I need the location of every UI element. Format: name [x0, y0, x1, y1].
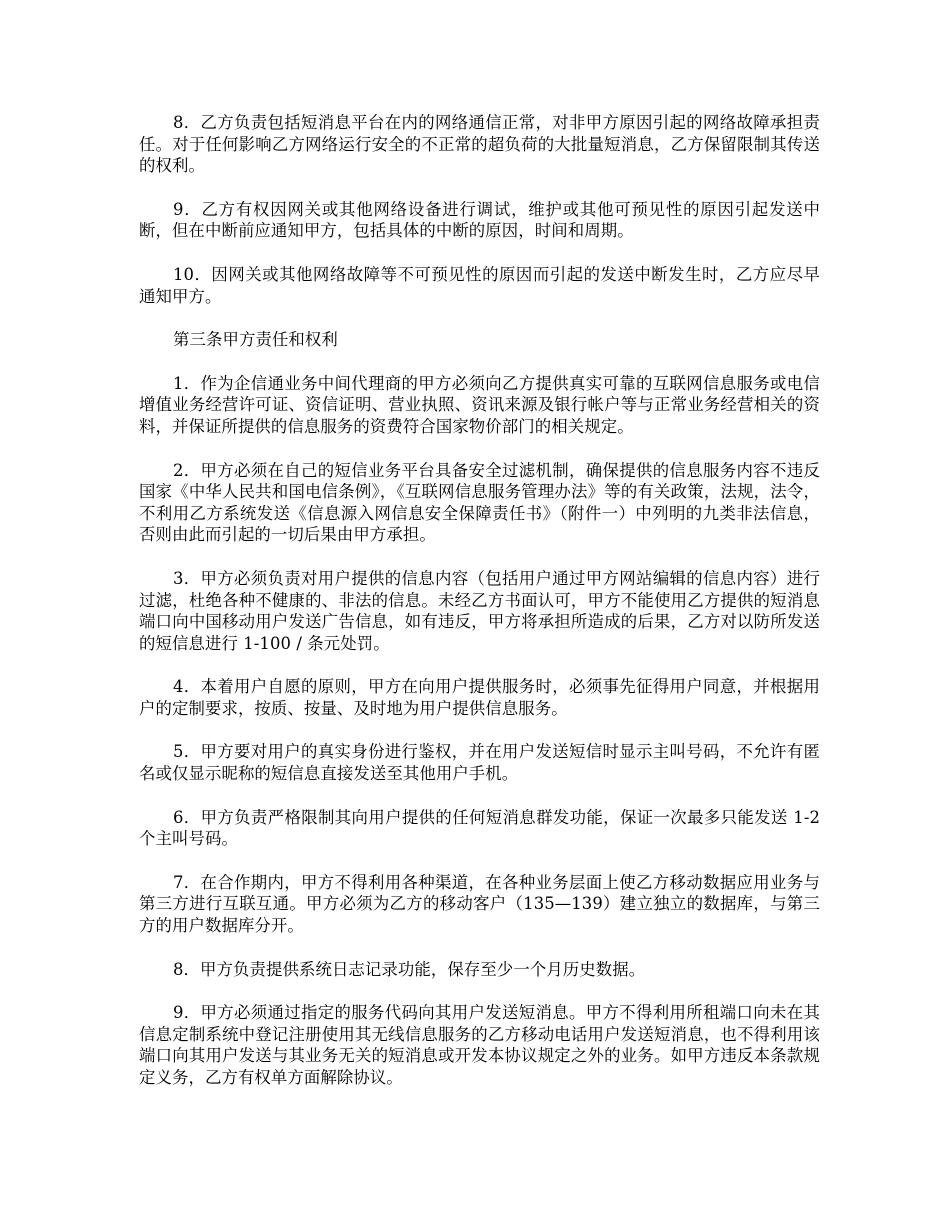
clause-paragraph: 4．本着用户自愿的原则，甲方在向用户提供服务时，必须事先征得用户同意，并根据用户的定制要求，按质、按量、及时地为用户提供信息服务。	[139, 677, 820, 718]
clause-paragraph: 5．甲方要对用户的真实身份进行鉴权，并在用户发送短信时显示主叫号码，不允许有匿名或仅显示昵称的短信息直接发送至其他用户手机。	[139, 742, 820, 784]
clause-paragraph: 9．甲方必须通过指定的服务代码向其用户发送短消息。甲方不得利用所租端口向未在其信息定制系统中登记注册使用其无线信息服务的乙方移动电话用户发送短消息，也不得利用该端口向其用户发送与其业务无关的短消息或开发本协议规定之外的业务。如甲方违反本条款规定义务，乙方有权单方面解除协议。	[139, 1003, 820, 1087]
clause-paragraph: 6．甲方负责严格限制其向用户提供的任何短消息群发功能，保证一次最多只能发送 1-2 个主叫号码。	[139, 807, 820, 849]
clause-paragraph: 2．甲方必须在自己的短信业务平台具备安全过滤机制，确保提供的信息服务内容不违反国家《中华人民共和国电信条例》，《互联网信息服务管理办法》等的有关政策，法规，法令，不利用乙方系统发送《信息源入网信息安全保障责任书》（附件一）中列明的九类非法信息，否则由此而引起的一切后果由甲方承担。	[139, 460, 820, 545]
clause-paragraph: 1．作为企信通业务中间代理商的甲方必须向乙方提供真实可靠的互联网信息服务或电信增值业务经营许可证、资信证明、营业执照、资讯来源及银行帐户等与正常业务经营相关的资料，并保证所提供的信息服务的资费符合国家物价部门的相关规定。	[139, 373, 820, 436]
clause-paragraph: 7．在合作期内，甲方不得利用各种渠道，在各种业务层面上使乙方移动数据应用业务与第三方进行互联互通。甲方必须为乙方的移动客户（135—139）建立独立的数据库，与第三方的用户数据库分开。	[139, 872, 820, 936]
clause-paragraph: 8．甲方负责提供系统日志记录功能，保存至少一个月历史数据。	[173, 959, 646, 979]
clause-paragraph: 3．甲方必须负责对用户提供的信息内容（包括用户通过甲方网站编辑的信息内容）进行过滤，杜绝各种不健康的、非法的信息。未经乙方书面认可，甲方不能使用乙方提供的短消息端口向中国移动用户发送广告信息，如有违反，甲方将承担所造成的后果，乙方对以防所发送的短信息进行 1-100 / 条元处罚。	[139, 568, 820, 653]
clause-paragraph: 9．乙方有权因网关或其他网络设备进行调试，维护或其他可预见性的原因引起发送中断，但在中断前应通知甲方，包括具体的中断的原因，时间和周期。	[139, 199, 820, 241]
clause-paragraph: 10．因网关或其他网络故障等不可预见性的原因而引起的发送中断发生时，乙方应尽早通知甲方。	[139, 264, 820, 306]
section-heading: 第三条甲方责任和权利	[173, 330, 338, 350]
document-page	[139, 112, 820, 1111]
clause-paragraph: 8．乙方负责包括短消息平台在内的网络通信正常，对非甲方原因引起的网络故障承担责任。对于任何影响乙方网络运行安全的不正常的超负荷的大批量短消息，乙方保留限制其传送的权利。	[139, 113, 820, 176]
